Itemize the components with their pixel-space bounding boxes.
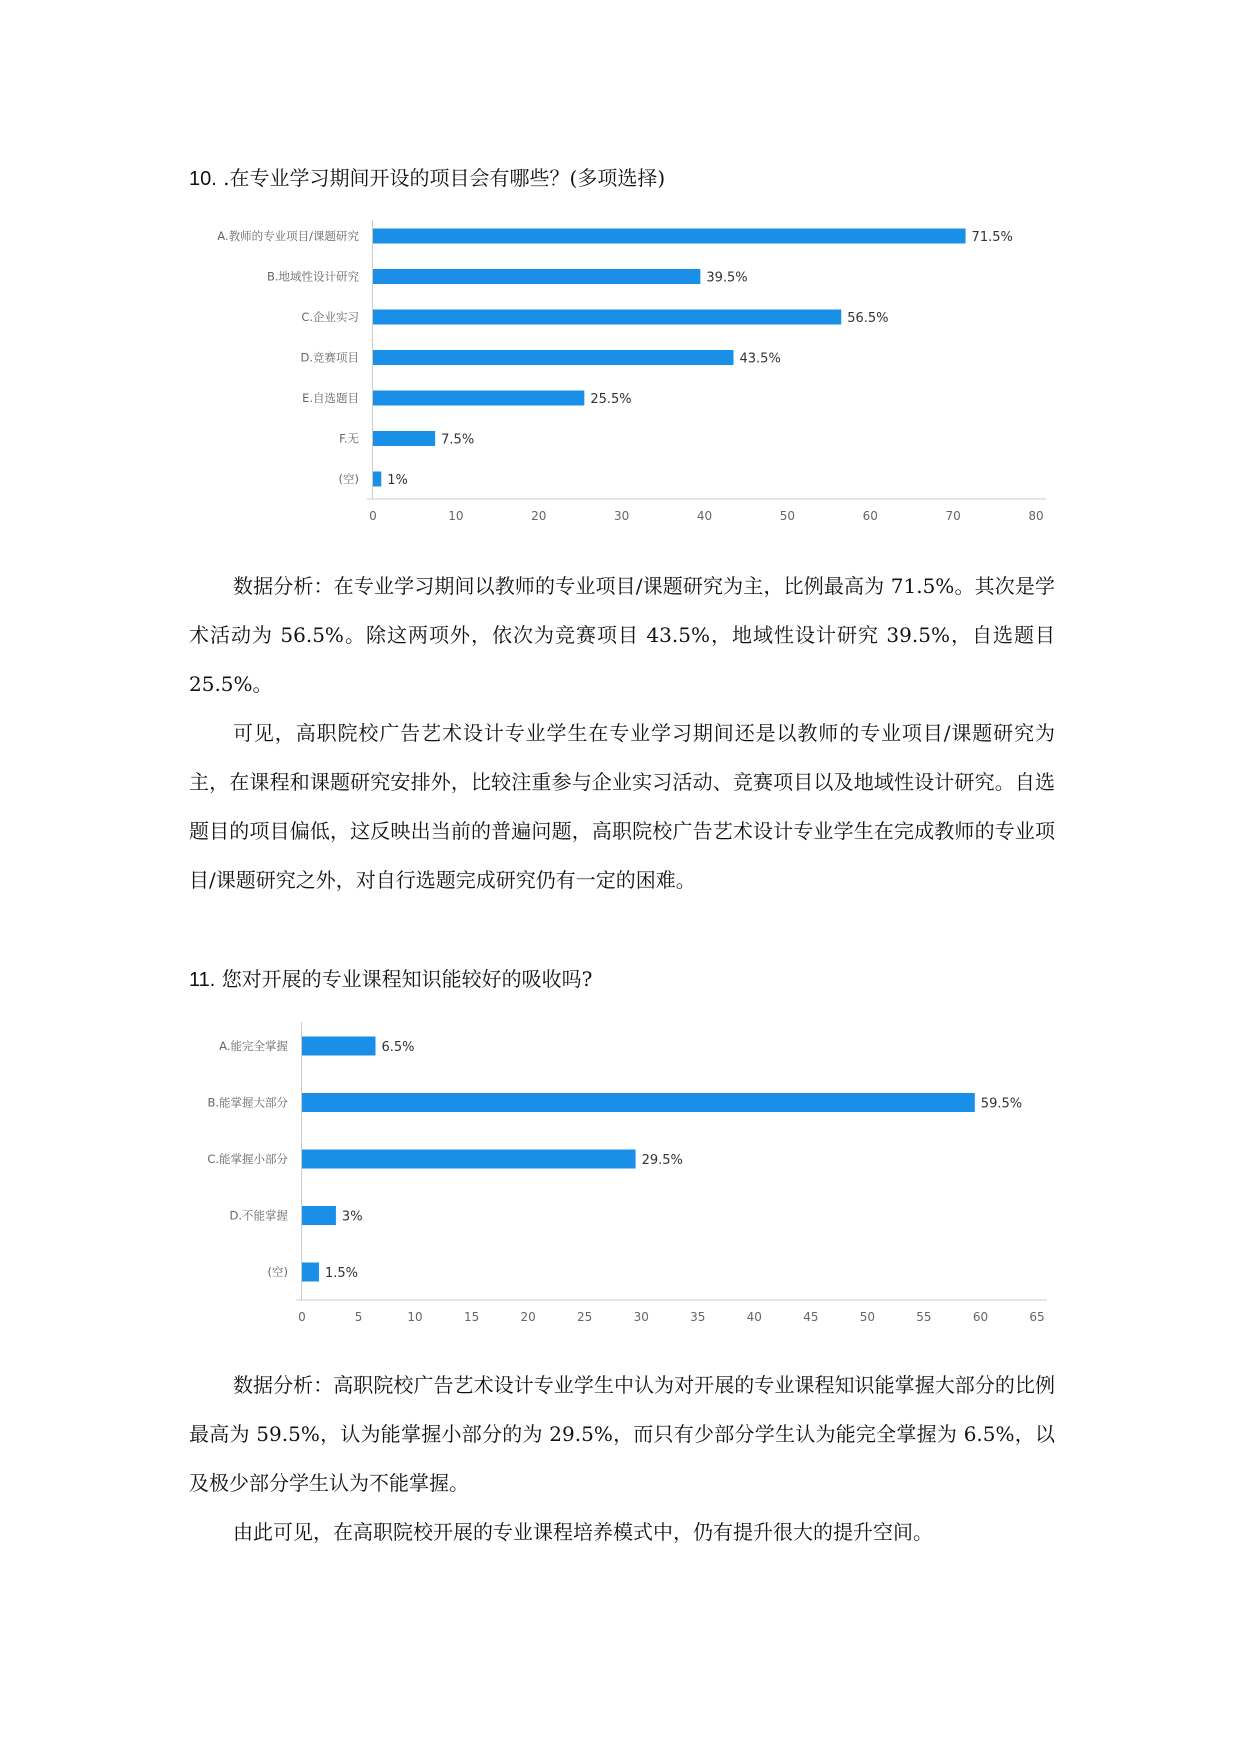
bar (373, 229, 966, 244)
bar (373, 269, 700, 284)
x-tick-label: 60 (972, 1310, 989, 1324)
x-tick-label: 15 (463, 1310, 480, 1324)
value-label: 39.5% (706, 270, 748, 286)
category-label: D.竞赛项目 (300, 350, 359, 365)
question-10-text: .在专业学习期间开设的项目会有哪些？(多项选择) (223, 166, 666, 190)
x-tick-label: 50 (779, 509, 796, 523)
analysis-10-paragraph-1: 数据分析：在专业学习期间以教师的专业项目/课题研究为主，比例最高为 71.5%。其次是学术活动为 56.5%。除这两项外，依次为竞赛项目 43.5%，地域性设计研究 39.5%，自选题目 25.5%。 (189, 574, 1055, 696)
question-11-title (189, 963, 592, 992)
value-label: 3% (341, 1209, 363, 1225)
question-11-text: 您对开展的专业课程知识能较好的吸收吗? (221, 967, 593, 991)
bar (373, 310, 841, 325)
x-tick-label: 45 (803, 1310, 819, 1324)
category-label: D.不能掌握 (229, 1208, 288, 1223)
x-tick-label: 0 (369, 509, 377, 523)
x-tick-label: 20 (531, 509, 547, 523)
category-label: A.教师的专业项目/课题研究 (217, 229, 359, 243)
category-label: A.能完全掌握 (219, 1039, 288, 1053)
x-tick-label: 30 (633, 1310, 649, 1324)
bar (373, 431, 435, 446)
category-label: C.企业实习 (301, 310, 359, 324)
x-tick-label: 10 (448, 509, 464, 523)
x-tick-label: 65 (1029, 1310, 1045, 1324)
question-11-number: 11. (189, 969, 216, 991)
x-tick-label: 70 (945, 509, 961, 523)
category-label: (空) (267, 1265, 288, 1279)
analysis-11-paragraph-2: 由此可见，在高职院校开展的专业课程培养模式中，仍有提升很大的提升空间。 (233, 1520, 933, 1544)
value-label: 7.5% (441, 432, 475, 448)
x-tick-label: 20 (520, 1310, 536, 1324)
x-tick-label: 60 (862, 509, 878, 523)
value-label: 6.5% (381, 1040, 415, 1055)
x-tick-label: 10 (407, 1310, 423, 1324)
value-label: 56.5% (847, 311, 889, 326)
x-tick-label: 30 (613, 509, 630, 523)
category-label: B.地域性设计研究 (266, 269, 359, 284)
value-label: 59.5% (980, 1096, 1023, 1112)
value-label: 43.5% (739, 351, 781, 367)
value-label: 71.5% (971, 230, 1013, 245)
category-label: B.能掌握大部分 (207, 1095, 288, 1110)
value-label: 1% (387, 473, 408, 488)
x-tick-label: 40 (746, 1310, 762, 1324)
analysis-11-paragraph-1: 数据分析：高职院校广告艺术设计专业学生中认为对开展的专业课程知识能掌握大部分的比例最高为 59.5%，认为能掌握小部分的为 29.5%，而只有少部分学生认为能完全掌握为 6.5%，以及极少部分学生认为不能掌握。 (189, 1373, 1055, 1495)
value-label: 1.5% (324, 1266, 358, 1281)
category-label: C.能掌握小部分 (207, 1152, 288, 1166)
value-label: 29.5% (641, 1153, 683, 1168)
bar (373, 391, 584, 406)
question-10-number: 10. (189, 168, 217, 190)
category-label: F.无 (339, 431, 359, 446)
x-tick-label: 40 (696, 509, 713, 523)
x-tick-label: 0 (298, 1310, 306, 1324)
x-tick-label: 5 (354, 1310, 363, 1324)
value-label: 25.5% (590, 392, 632, 407)
x-tick-label: 80 (1028, 509, 1044, 523)
bar (373, 472, 381, 487)
category-label: E.自选题目 (302, 391, 359, 405)
bar (373, 350, 734, 365)
x-tick-label: 25 (577, 1310, 593, 1324)
x-tick-label: 50 (859, 1310, 876, 1324)
category-label: (空) (338, 472, 359, 486)
chart-0-group (217, 220, 1046, 523)
analysis-10-paragraph-2: 可见，高职院校广告艺术设计专业学生在专业学习期间还是以教师的专业项目/课题研究为主，在课程和课题研究安排外，比较注重参与企业实习活动、竞赛项目以及地域性设计研究。自选题目的项目偏低，这反映出当前的普遍问题，高职院校广告艺术设计专业学生在完成教师的专业项目/课题研究之外，对自行选题完成研究仍有一定的困难。 (189, 721, 1055, 892)
x-tick-label: 35 (690, 1310, 706, 1324)
x-tick-label: 55 (916, 1310, 932, 1324)
